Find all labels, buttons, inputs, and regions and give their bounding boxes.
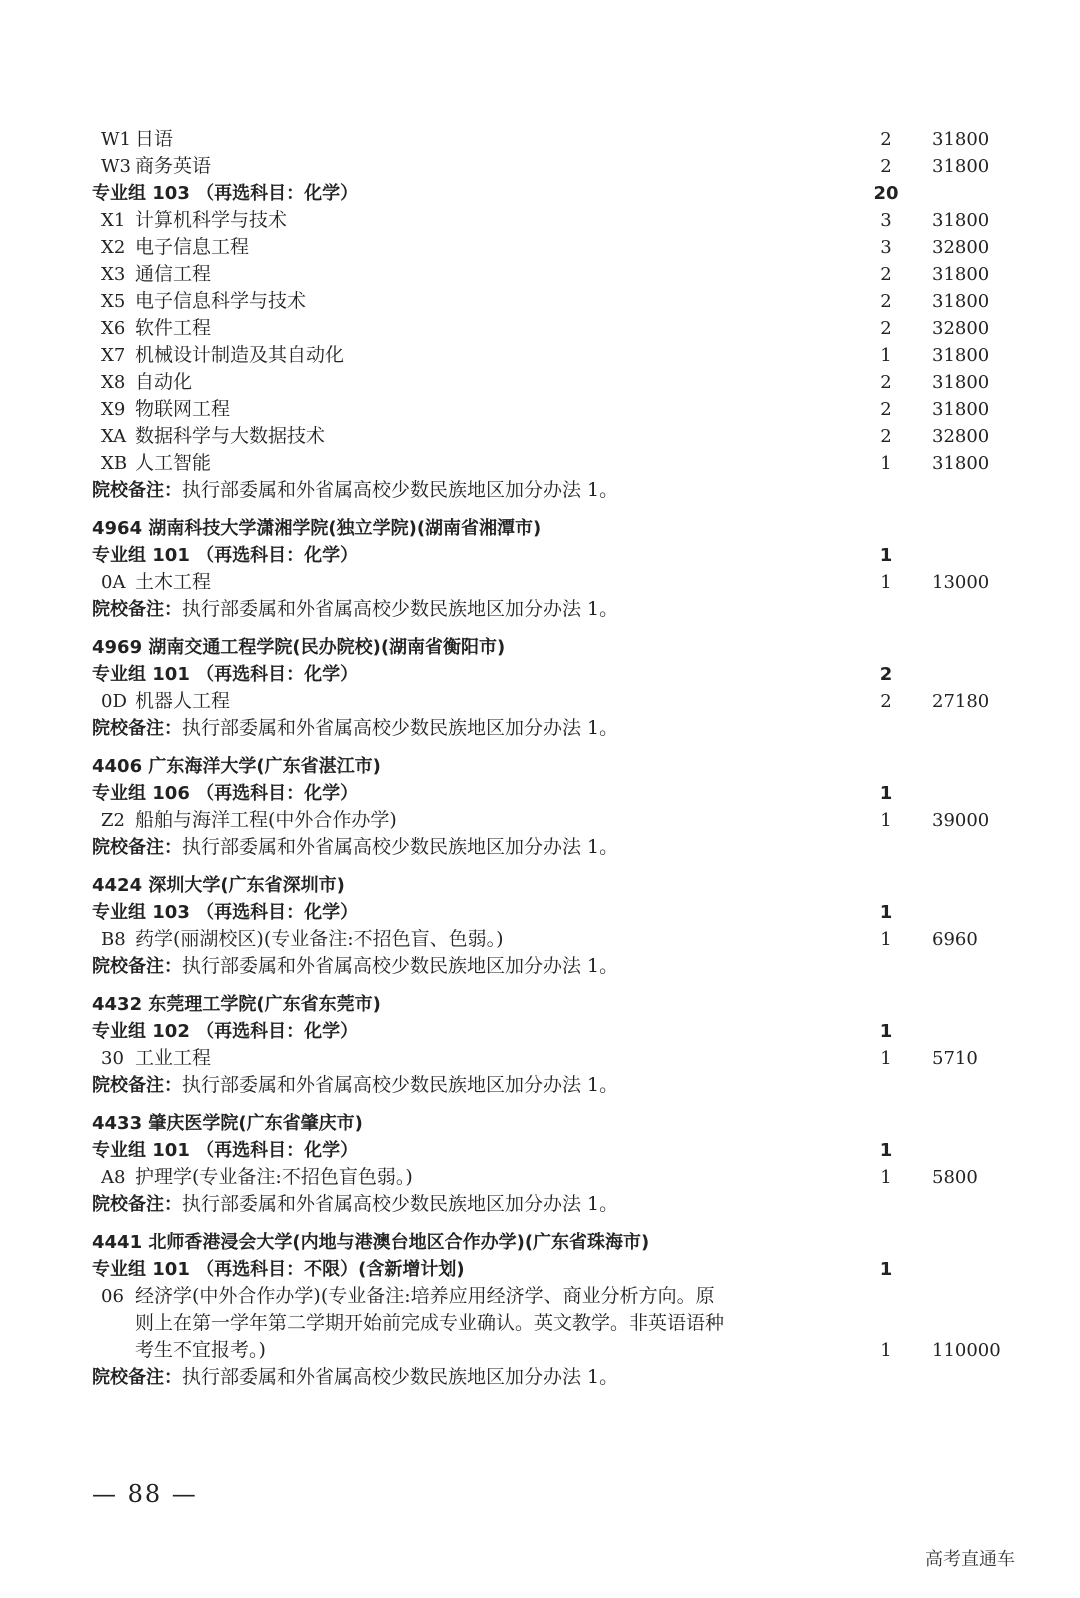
group-row: [0, 542, 1080, 569]
school-row: [0, 753, 1080, 780]
school-title: 4424 深圳大学(广东省深圳市): [92, 875, 345, 896]
plan-count: 2: [880, 264, 892, 285]
major-row: [0, 234, 1080, 261]
major-code: X2: [101, 237, 126, 258]
group-title: 专业组 103 （再选科目：化学）: [92, 183, 359, 204]
school-note: [92, 477, 618, 504]
tuition-fee: 31800: [932, 399, 990, 420]
school-note: [92, 1364, 618, 1391]
note-label: 院校备注：: [92, 1194, 182, 1215]
major-name: 则上在第一学年第二学期开始前完成专业确认。英文教学。非英语语种: [135, 1312, 725, 1334]
major-row: [0, 288, 1080, 315]
tuition-fee: 39000: [932, 810, 990, 831]
group-row: [0, 1018, 1080, 1045]
major-code: B8: [101, 929, 126, 950]
note-text: 执行部委属和外省属高校少数民族地区加分办法 1。: [182, 1193, 619, 1215]
major-code: W1: [101, 129, 131, 150]
major-row: [0, 450, 1080, 477]
watermark: 高考直通车: [925, 1549, 1015, 1570]
plan-count: 2: [880, 691, 892, 712]
tuition-fee: 32800: [932, 426, 990, 447]
plan-count: 2: [880, 426, 892, 447]
major-name: 电子信息工程: [135, 236, 250, 258]
note-label: 院校备注：: [92, 480, 182, 501]
admission-plan-list: [0, 126, 1080, 1391]
major-name: 电子信息科学与技术: [135, 290, 307, 312]
plan-count: 1: [880, 810, 892, 831]
group-row: [0, 661, 1080, 688]
group-title: 专业组 101 （再选科目：不限）(含新增计划): [92, 1259, 465, 1280]
note-label: 院校备注：: [92, 956, 182, 977]
major-code: XB: [101, 453, 128, 474]
major-row: [0, 396, 1080, 423]
school-title: 4432 东莞理工学院(广东省东莞市): [92, 994, 381, 1015]
major-code: Z2: [101, 810, 125, 831]
school-title: 4441 北师香港浸会大学(内地与港澳台地区合作办学)(广东省珠海市): [92, 1232, 650, 1253]
group-title: 专业组 103 （再选科目：化学）: [92, 902, 359, 923]
major-code: X1: [101, 210, 126, 231]
major-name: 考生不宜报考。): [135, 1339, 266, 1361]
plan-count: 2: [880, 399, 892, 420]
school-row: [0, 1229, 1080, 1256]
major-row: [0, 688, 1080, 715]
plan-count: 1: [880, 1048, 892, 1069]
major-code: 06: [101, 1286, 124, 1307]
major-name: 护理学(专业备注:不招色盲色弱。): [135, 1166, 413, 1188]
plan-count: 2: [880, 129, 892, 150]
school-row: [0, 634, 1080, 661]
school-note-row: [0, 1364, 1080, 1391]
major-name: 药学(丽湖校区)(专业备注:不招色盲、色弱。): [135, 928, 504, 950]
group-title: 专业组 101 （再选科目：化学）: [92, 545, 359, 566]
major-row: [0, 1283, 1080, 1310]
major-name: 自动化: [135, 371, 193, 393]
plan-count: 1: [879, 1140, 893, 1161]
major-name: 物联网工程: [135, 398, 231, 420]
tuition-fee: 31800: [932, 156, 990, 177]
tuition-fee: 5800: [932, 1167, 978, 1188]
major-name: 通信工程: [135, 263, 212, 285]
major-code: X8: [101, 372, 126, 393]
school-note: [92, 1191, 618, 1218]
plan-count: 3: [880, 210, 892, 231]
tuition-fee: 27180: [932, 691, 990, 712]
major-code: 0D: [101, 691, 127, 712]
major-row: [0, 1337, 1080, 1364]
major-code: W3: [101, 156, 131, 177]
school-row: [0, 515, 1080, 542]
major-row: [0, 315, 1080, 342]
plan-count: 1: [879, 1259, 893, 1280]
school-row: [0, 872, 1080, 899]
group-row: [0, 1256, 1080, 1283]
tuition-fee: 31800: [932, 291, 990, 312]
group-title: 专业组 101 （再选科目：化学）: [92, 1140, 359, 1161]
major-code: X9: [101, 399, 126, 420]
plan-count: 2: [880, 291, 892, 312]
group-row: [0, 1137, 1080, 1164]
major-code: X7: [101, 345, 126, 366]
school-note-row: [0, 596, 1080, 623]
plan-count: 1: [880, 1167, 892, 1188]
major-row: [0, 369, 1080, 396]
plan-count: 1: [880, 572, 892, 593]
school-note-row: [0, 477, 1080, 504]
tuition-fee: 6960: [932, 929, 978, 950]
plan-count: 2: [880, 372, 892, 393]
note-text: 执行部委属和外省属高校少数民族地区加分办法 1。: [182, 836, 619, 858]
major-code: 0A: [101, 572, 126, 593]
plan-count: 3: [880, 237, 892, 258]
plan-count: 1: [879, 902, 893, 923]
major-name: 机器人工程: [135, 690, 231, 712]
school-note-row: [0, 1072, 1080, 1099]
major-row: [0, 423, 1080, 450]
major-name: 数据科学与大数据技术: [135, 425, 326, 447]
school-row: [0, 1110, 1080, 1137]
plan-count: 1: [880, 453, 892, 474]
tuition-fee: 32800: [932, 237, 990, 258]
note-text: 执行部委属和外省属高校少数民族地区加分办法 1。: [182, 479, 619, 501]
plan-count: 1: [879, 1021, 893, 1042]
school-note-row: [0, 1191, 1080, 1218]
major-row: [0, 926, 1080, 953]
major-code: A8: [101, 1167, 126, 1188]
tuition-fee: 31800: [932, 453, 990, 474]
note-text: 执行部委属和外省属高校少数民族地区加分办法 1。: [182, 717, 619, 739]
note-text: 执行部委属和外省属高校少数民族地区加分办法 1。: [182, 1366, 619, 1388]
note-label: 院校备注：: [92, 837, 182, 858]
major-name: 软件工程: [135, 317, 212, 339]
school-title: 4406 广东海洋大学(广东省湛江市): [92, 756, 381, 777]
plan-count: 2: [880, 156, 892, 177]
school-note-row: [0, 834, 1080, 861]
note-label: 院校备注：: [92, 718, 182, 739]
note-label: 院校备注：: [92, 1075, 182, 1096]
school-note-row: [0, 715, 1080, 742]
major-row: [0, 1045, 1080, 1072]
major-row: [0, 1164, 1080, 1191]
group-title: 专业组 102 （再选科目：化学）: [92, 1021, 359, 1042]
group-title: 专业组 101 （再选科目：化学）: [92, 664, 359, 685]
major-name: 人工智能: [135, 452, 212, 474]
major-row: [0, 153, 1080, 180]
note-label: 院校备注：: [92, 599, 182, 620]
plan-count: 1: [880, 345, 892, 366]
school-note: [92, 953, 618, 980]
school-note-row: [0, 953, 1080, 980]
major-name: 商务英语: [135, 155, 212, 177]
major-name: 经济学(中外合作办学)(专业备注:培养应用经济学、商业分析方向。原: [135, 1285, 715, 1307]
major-code: X5: [101, 291, 126, 312]
group-row: [0, 899, 1080, 926]
school-title: 4969 湖南交通工程学院(民办院校)(湖南省衡阳市): [92, 637, 506, 658]
major-name: 土木工程: [135, 571, 212, 593]
school-note: [92, 834, 618, 861]
school-title: 4964 湖南科技大学潇湘学院(独立学院)(湖南省湘潭市): [92, 518, 542, 539]
major-code: X6: [101, 318, 126, 339]
tuition-fee: 110000: [932, 1340, 1001, 1361]
major-code: 30: [101, 1048, 124, 1069]
plan-count: 1: [879, 783, 893, 804]
page-number: — 88 —: [92, 1480, 198, 1508]
group-row: [0, 180, 1080, 207]
major-code: X3: [101, 264, 126, 285]
major-row: [0, 126, 1080, 153]
note-label: 院校备注：: [92, 1367, 182, 1388]
major-name: 船舶与海洋工程(中外合作办学): [135, 809, 397, 831]
tuition-fee: 13000: [932, 572, 990, 593]
plan-count: 20: [873, 183, 899, 204]
major-name: 机械设计制造及其自动化: [135, 344, 345, 366]
tuition-fee: 31800: [932, 210, 990, 231]
major-row: [0, 342, 1080, 369]
plan-count: 1: [880, 1340, 892, 1361]
school-note: [92, 1072, 618, 1099]
tuition-fee: 31800: [932, 264, 990, 285]
school-note: [92, 596, 618, 623]
plan-count: 1: [879, 545, 893, 566]
major-name: 工业工程: [135, 1047, 212, 1069]
note-text: 执行部委属和外省属高校少数民族地区加分办法 1。: [182, 1074, 619, 1096]
major-row: [0, 261, 1080, 288]
plan-count: 2: [880, 318, 892, 339]
school-note: [92, 715, 618, 742]
major-row: [0, 207, 1080, 234]
tuition-fee: 31800: [932, 345, 990, 366]
major-name: 计算机科学与技术: [135, 209, 288, 231]
tuition-fee: 31800: [932, 372, 990, 393]
tuition-fee: 32800: [932, 318, 990, 339]
note-text: 执行部委属和外省属高校少数民族地区加分办法 1。: [182, 955, 619, 977]
group-row: [0, 780, 1080, 807]
major-row: [0, 807, 1080, 834]
major-code: XA: [101, 426, 127, 447]
tuition-fee: 5710: [932, 1048, 978, 1069]
plan-count: 1: [880, 929, 892, 950]
tuition-fee: 31800: [932, 129, 990, 150]
school-title: 4433 肇庆医学院(广东省肇庆市): [92, 1113, 363, 1134]
major-name: 日语: [135, 128, 174, 150]
school-row: [0, 991, 1080, 1018]
note-text: 执行部委属和外省属高校少数民族地区加分办法 1。: [182, 598, 619, 620]
major-row: [0, 1310, 1080, 1337]
major-row: [0, 569, 1080, 596]
group-title: 专业组 106 （再选科目：化学）: [92, 783, 359, 804]
plan-count: 2: [879, 664, 893, 685]
